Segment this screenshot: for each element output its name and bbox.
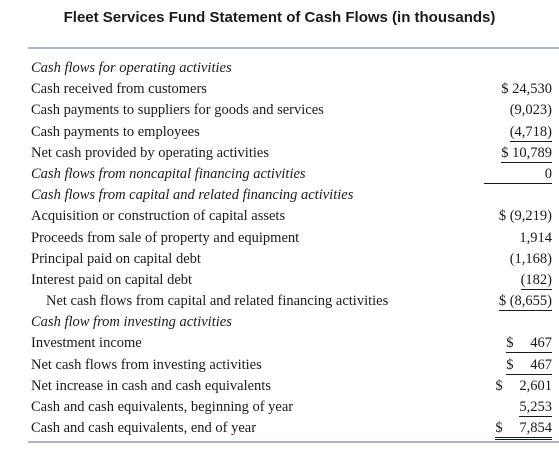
section-heading-operating	[0, 58, 559, 79]
row-amount: 7,854	[519, 420, 552, 437]
table-row	[0, 397, 559, 418]
row-label: Cash flows from noncapital financing activities	[31, 165, 306, 182]
row-label: Cash flow from investing activities	[31, 314, 232, 331]
row-label: Proceeds from sale of property and equipment	[31, 229, 300, 246]
row-amount: (4,718)	[509, 123, 552, 140]
table-row	[0, 206, 559, 227]
section-heading-noncapital	[0, 164, 559, 185]
row-amount: (182)	[520, 271, 552, 288]
row-amount: (9,023)	[509, 102, 552, 119]
table-row	[0, 100, 559, 121]
row-label: Cash payments to employees	[31, 123, 200, 140]
dollar-sign: $	[495, 377, 503, 394]
section-heading-investing	[0, 312, 559, 333]
table-row	[0, 79, 559, 100]
row-label: Cash flows from capital and related financing activities	[31, 187, 354, 204]
row-amount: 0	[484, 166, 552, 184]
top-divider	[28, 47, 559, 49]
table-row	[0, 228, 559, 249]
row-label: Cash and cash equivalents, beginning of year	[31, 399, 294, 415]
table-row-subtotal	[0, 143, 559, 164]
table-row	[0, 270, 559, 291]
row-amount: 2,601	[519, 377, 552, 394]
row-label: Net cash flows from investing activities	[31, 356, 262, 373]
dollar-sign: $	[495, 420, 503, 437]
row-amount: $ (9,219)	[498, 208, 552, 225]
row-amount: $ 24,530	[501, 81, 552, 98]
section-heading-capital	[0, 185, 559, 206]
table-row-subtotal	[0, 355, 559, 376]
table-row	[0, 249, 559, 270]
row-amount: 467	[530, 335, 552, 352]
row-label: Cash flows for operating activities	[31, 60, 232, 76]
row-label: Acquisition or construction of capital assets	[31, 208, 286, 225]
table-row-total	[0, 418, 559, 439]
row-label: Net cash provided by operating activities	[31, 144, 269, 161]
statement-title: Fleet Services Fund Statement of Cash Flows (in thousands)	[63, 9, 496, 26]
row-label: Investment income	[31, 335, 142, 352]
row-amount: 5,253	[519, 399, 552, 415]
bottom-divider	[28, 441, 559, 443]
row-label: Cash payments to suppliers for goods and services	[31, 102, 324, 119]
table-row	[0, 333, 559, 354]
row-amount: (1,168)	[509, 250, 552, 267]
row-label: Cash and cash equivalents, end of year	[31, 420, 257, 437]
row-amount: 1,914	[519, 229, 552, 246]
row-amount: $ 10,789	[501, 144, 552, 161]
row-label: Interest paid on capital debt	[31, 271, 193, 288]
cash-flow-table	[0, 58, 559, 439]
dollar-sign: $	[506, 335, 514, 352]
table-row-subtotal	[0, 291, 559, 312]
dollar-sign: $	[506, 356, 514, 373]
row-label: Cash received from customers	[31, 81, 207, 98]
row-label: Principal paid on capital debt	[31, 250, 201, 267]
table-row	[0, 376, 559, 397]
row-label: Net cash flows from capital and related financing activities	[46, 293, 389, 310]
table-row	[0, 122, 559, 143]
row-amount: $ (8,655)	[498, 293, 552, 310]
row-amount: 467	[530, 356, 552, 373]
row-label: Net increase in cash and cash equivalents	[31, 377, 271, 394]
